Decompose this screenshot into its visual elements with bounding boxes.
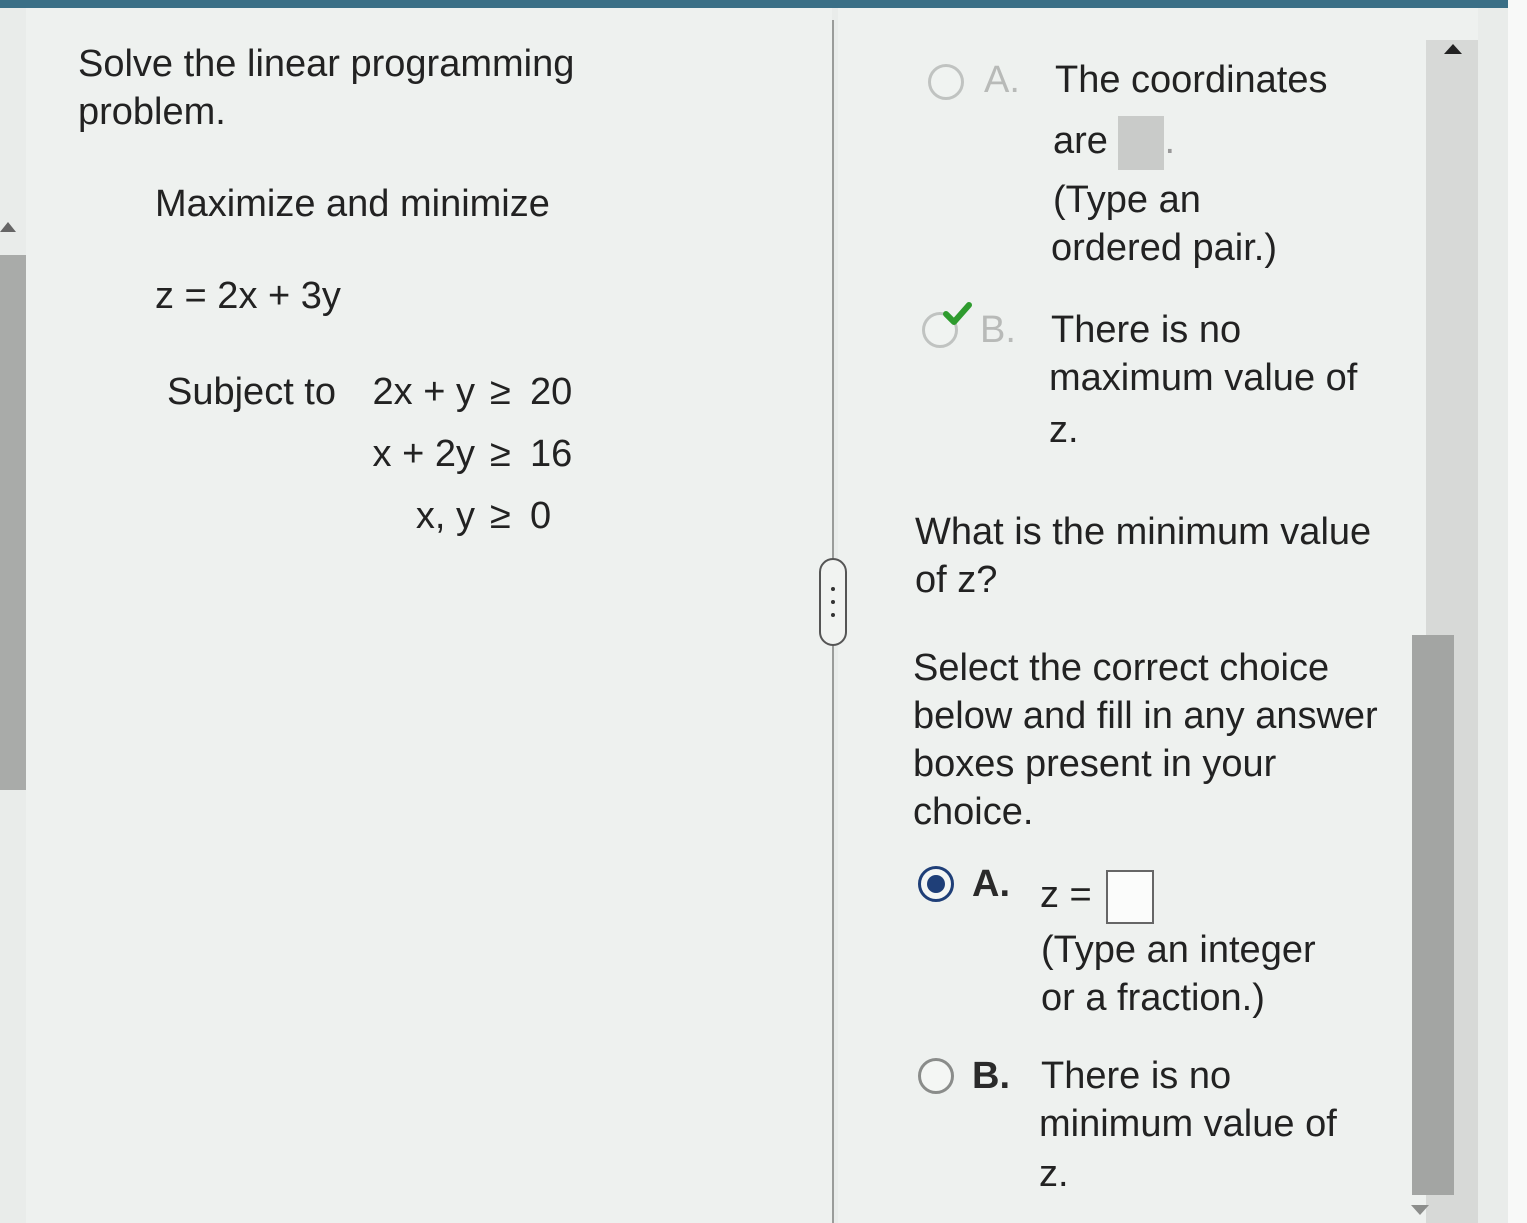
instruction-text: Select the correct choice below and fill in any answer boxes present in your choice. (913, 647, 1378, 833)
constraint-2-operator: ≥ (490, 433, 511, 475)
prev-option-a-are: are (1053, 120, 1108, 163)
left-edge-scroll-arrow-icon[interactable] (0, 222, 16, 232)
prev-option-a-radio (928, 64, 964, 100)
constraint-2-lhs: x + 2y (372, 433, 475, 475)
constraint-3-lhs: x, y (415, 495, 475, 537)
check-icon (942, 300, 972, 330)
option-a-hint-2: or a fraction.) (1041, 977, 1265, 1019)
constraint-2-rhs: 16 (530, 433, 573, 475)
subject-to-label: Subject to (167, 371, 336, 413)
answer-scrollbar-thumb[interactable] (1412, 635, 1454, 1195)
top-accent-bar (0, 0, 1527, 8)
problem-title: Solve the linear programming problem. (78, 43, 575, 133)
prev-option-a-hint-2: ordered pair.) (1051, 227, 1278, 269)
objective-label: Maximize and minimize (155, 183, 550, 225)
constraint-1-operator: ≥ (490, 371, 511, 413)
window-right-edge (1508, 0, 1527, 1223)
option-b-line1: There is no (1041, 1055, 1232, 1097)
prev-option-b-line3: z. (1049, 409, 1079, 451)
constraint-3-operator: ≥ (490, 495, 511, 537)
objective-function: z = 2x + 3y (155, 275, 341, 317)
prev-option-b-line2: maximum value of (1049, 357, 1358, 399)
prev-option-a-letter: A. (984, 59, 1020, 101)
option-a-z-label: z = (1040, 874, 1092, 917)
option-b-line3: z. (1039, 1153, 1069, 1195)
constraint-1-lhs: 2x + y (372, 371, 475, 413)
drag-handle-icon[interactable] (819, 558, 847, 646)
prev-option-a-hint-1: (Type an (1053, 179, 1201, 221)
option-a-letter[interactable]: A. (972, 863, 1010, 905)
prev-option-a-line2 (1053, 116, 1175, 170)
option-a-equation (1040, 870, 1154, 924)
option-b-letter[interactable]: B. (972, 1055, 1010, 1097)
option-a-radio[interactable] (918, 866, 954, 902)
prev-option-a-text: The coordinates (1055, 59, 1328, 101)
prev-option-a-answer-box (1118, 116, 1164, 170)
z-answer-input[interactable] (1106, 870, 1154, 924)
prev-option-b-line1: There is no (1051, 309, 1242, 351)
prev-option-b-letter: B. (980, 309, 1016, 351)
scroll-up-icon[interactable] (1444, 44, 1462, 54)
scroll-down-icon[interactable] (1411, 1205, 1429, 1215)
constraint-1-rhs: 20 (530, 371, 573, 413)
option-b-line2: minimum value of (1039, 1103, 1337, 1145)
prev-option-a-period: . (1164, 120, 1176, 163)
constraint-3-rhs: 0 (530, 495, 552, 537)
current-question: What is the minimum value of z? (915, 511, 1372, 601)
option-a-hint-1: (Type an integer (1041, 929, 1316, 971)
option-b-radio[interactable] (918, 1058, 954, 1094)
